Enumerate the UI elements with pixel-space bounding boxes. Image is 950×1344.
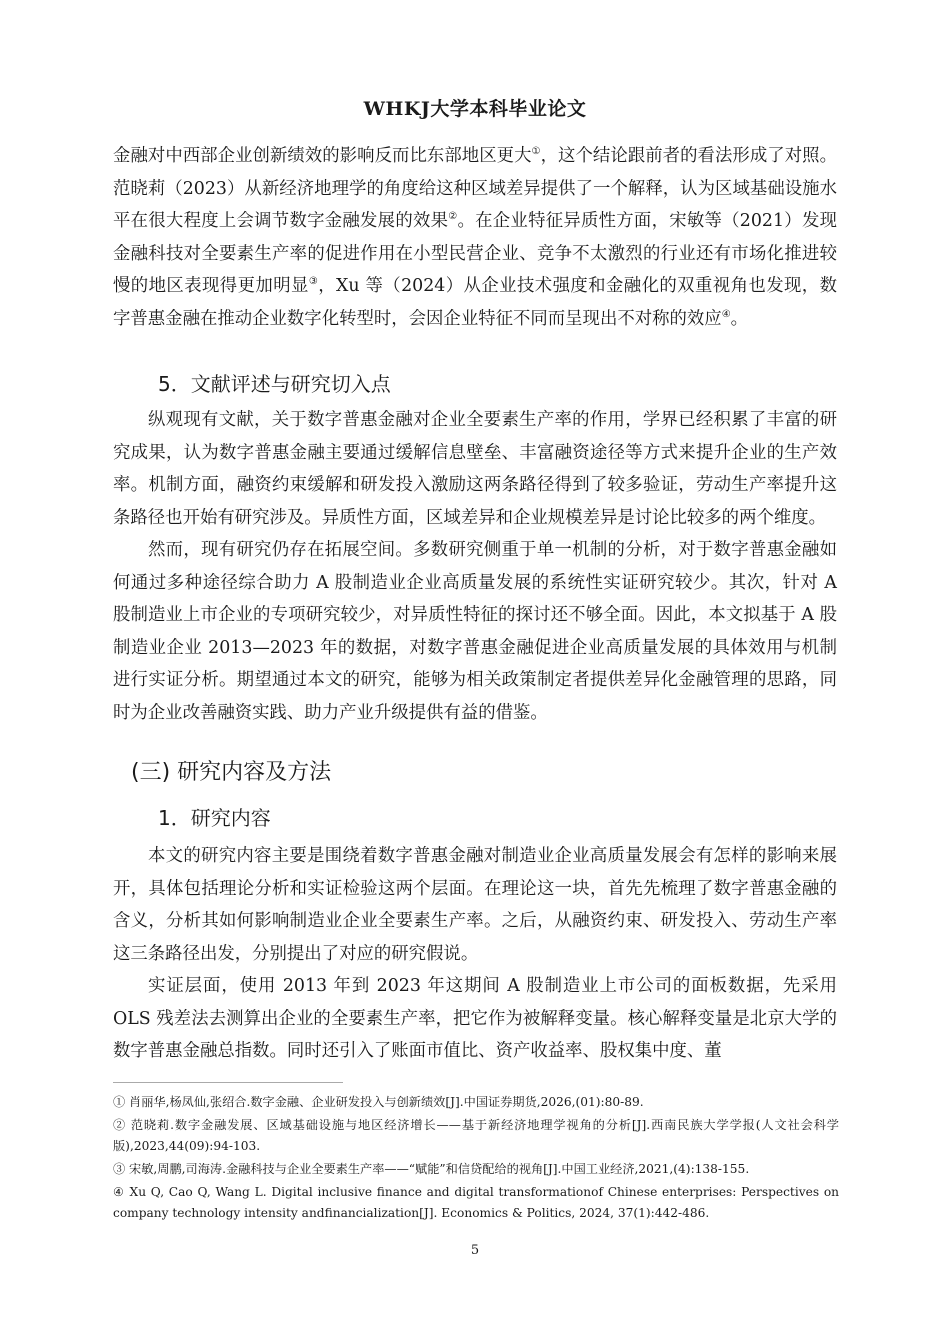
page-number: 5	[470, 1243, 480, 1258]
paragraph-empirical: 实证层面，使用 2013 年到 2023 年这期间 A 股制造业上市公司的面板数据，先采用 OLS 残差法去测算出企业的全要素生产率，把它作为被解释变量。核心解释变量是北京大学的数字普惠金融总指数。同时还引入了账面市值比、资产收益率、股权集中度、董	[113, 976, 837, 1061]
paragraph-review: 纵观现有文献，关于数字普惠金融对企业全要素生产率的作用，学界已经积累了丰富的研究成果，认为数字普惠金融主要通过缓解信息壁垒、丰富融资途径等方式来提升企业的生产效率。机制方面，融资约束缓解和研发投入激励这两条路径得到了较多验证，劳动生产率提升这条路径也开始有研究涉及。异质性方面，区域差异和企业规模差异是讨论比较多的两个维度。	[113, 410, 837, 528]
paragraph-research-content: 本文的研究内容主要是围绕着数字普惠金融对制造业企业高质量发展会有怎样的影响来展开，具体包括理论分析和实证检验这两个层面。在理论这一块，首先先梳理了数字普惠金融的含义，分析其如何影响制造业企业全要素生产率。之后，从融资约束、研发投入、劳动生产率这三条路径出发，分别提出了对应的研究假说。	[113, 846, 837, 964]
body-section-3	[113, 756, 837, 1068]
footnote-divider	[113, 1082, 343, 1083]
heading-literature-review: 5．文献评述与研究切入点	[158, 372, 391, 396]
footnotes	[113, 1092, 839, 1226]
footnote-ref-1[interactable]: ①	[531, 146, 541, 158]
footnote-ref-3[interactable]: ③	[308, 276, 319, 288]
footnote-3: ③ 宋敏,周鹏,司海涛.金融科技与企业全要素生产率——“赋能”和信贷配给的视角[J].中国工业经济,2021,(4):138-155.	[113, 1162, 750, 1176]
footnote-4: ④ Xu Q, Cao Q, Wang L. Digital inclusive finance and digital transformationof Chinese enterprises: Perspectives on company technology intensity andfinancialization[J]. Economics & Politics, 2024, 37(1):442-486.	[113, 1185, 839, 1220]
paragraph-continued: 金融对中西部企业创新绩效的影响反而比东部地区更大①，这个结论跟前者的看法形成了对照。范晓莉（2023）从新经济地理学的角度给这种区域差异提供了一个解释，认为区域基础设施水平在很大程度上会调节数字金融发展的效果②。在企业特征异质性方面，宋敏等（2021）发现金融科技对全要素生产率的促进作用在小型民营企业、竞争不太激烈的行业还有市场化推进较慢的地区表现得更加明显③，Xu 等（2024）从企业技术强度和金融化的双重视角也发现，数字普惠金融在推动企业数字化转型时，会因企业特征不同而呈现出不对称的效应④。	[113, 146, 837, 329]
running-header: WHKJ大学本科毕业论文	[363, 98, 587, 120]
footnote-1: ① 肖丽华,杨凤仙,张绍合.数字金融、企业研发投入与创新绩效[J].中国证券期货,2026,(01):80-89.	[113, 1095, 644, 1109]
footnote-2: ② 范晓莉.数字金融发展、区域基础设施与地区经济增长——基于新经济地理学视角的分析[J].西南民族大学学报(人文社会科学版),2023,44(09):94-103.	[113, 1118, 839, 1153]
footnote-ref-2[interactable]: ②	[448, 211, 458, 223]
paragraph-gap: 然而，现有研究仍存在拓展空间。多数研究侧重于单一机制的分析，对于数字普惠金融如何通过多种途径综合助力 A 股制造业企业高质量发展的系统性实证研究较少。其次，针对 A 股制造业上市企业的专项研究较少，对异质性特征的探讨还不够全面。因此，本文拟基于 A 股制造业企业 2013—2023 年的数据，对数字普惠金融促进企业高质量发展的具体效用与机制进行实证分析。期望通过本文的研究，能够为相关政策制定者提供差异化金融管理的思路，同时为企业改善融资实践、助力产业升级提供有益的借鉴。	[113, 540, 837, 723]
body-section-2	[113, 368, 837, 729]
heading-research-content: 1．研究内容	[158, 806, 271, 830]
footnote-ref-4[interactable]: ④	[721, 308, 731, 320]
body-section-1	[113, 140, 837, 335]
heading-section-3: (三) 研究内容及方法	[131, 760, 332, 785]
